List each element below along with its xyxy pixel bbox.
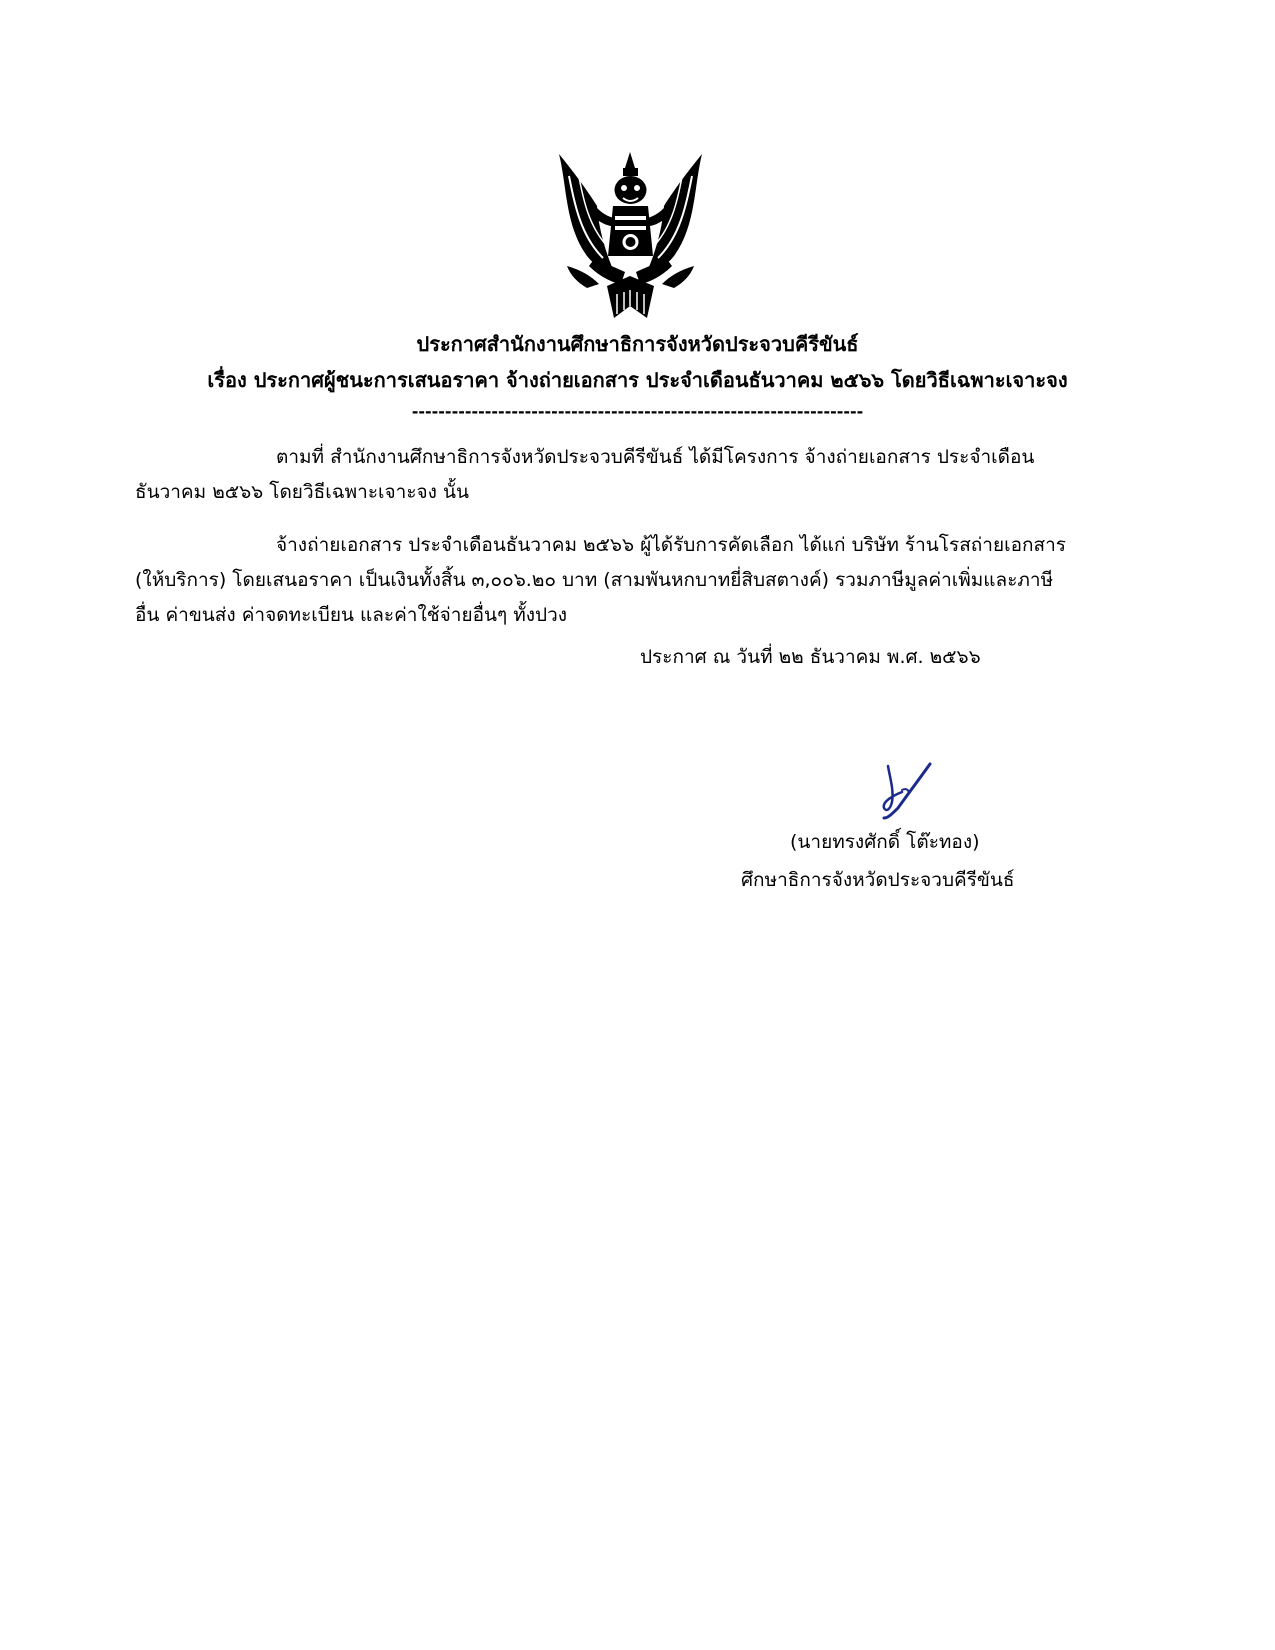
announcement-date: ประกาศ ณ วันที่ ๒๒ ธันวาคม พ.ศ. ๒๕๖๖ — [640, 646, 981, 668]
signature-image — [872, 760, 938, 820]
separator-line: -------------------------------------------------------------------- — [411, 402, 864, 421]
paragraph-line: อื่น ค่าขนส่ง ค่าจดทะเบียน และค่าใช้จ่ายอื่นๆ ทั้งปวง — [135, 604, 568, 626]
paragraph-project — [135, 440, 1135, 510]
paragraph-line: ตามที่ สำนักงานศึกษาธิการจังหวัดประจวบคีรีขันธ์ ได้มีโครงการ จ้างถ่ายเอกสาร ประจำเดือน — [276, 446, 1035, 468]
paragraph-line: ธันวาคม ๒๕๖๖ โดยวิธีเฉพาะเจาะจง นั้น — [135, 481, 469, 503]
announcement-header: ประกาศสำนักงานศึกษาธิการจังหวัดประจวบคีรีขันธ์ — [416, 332, 859, 356]
paragraph-winner — [135, 528, 1135, 633]
announcement-subject: เรื่อง ประกาศผู้ชนะการเสนอราคา จ้างถ่ายเอกสาร ประจำเดือนธันวาคม ๒๕๖๖ โดยวิธีเฉพาะเจาะจง — [207, 368, 1068, 392]
signer-name: (นายทรงศักดิ์ โต๊ะทอง) — [790, 831, 980, 853]
signer-title: ศึกษาธิการจังหวัดประจวบคีรีขันธ์ — [741, 869, 1015, 891]
garuda-emblem-icon — [547, 146, 714, 323]
paragraph-line: (ให้บริการ) โดยเสนอราคา เป็นเงินทั้งสิ้น ๓,๐๐๖.๒๐ บาท (สามพันหกบาทยี่สิบสตางค์) รวมภาษีมูลค่าเพิ่มและภาษี — [135, 569, 1054, 591]
paragraph-line: จ้างถ่ายเอกสาร ประจำเดือนธันวาคม ๒๕๖๖ ผู้ได้รับการคัดเลือก ได้แก่ บริษัท ร้านโรสถ่ายเอกสาร — [276, 534, 1066, 556]
